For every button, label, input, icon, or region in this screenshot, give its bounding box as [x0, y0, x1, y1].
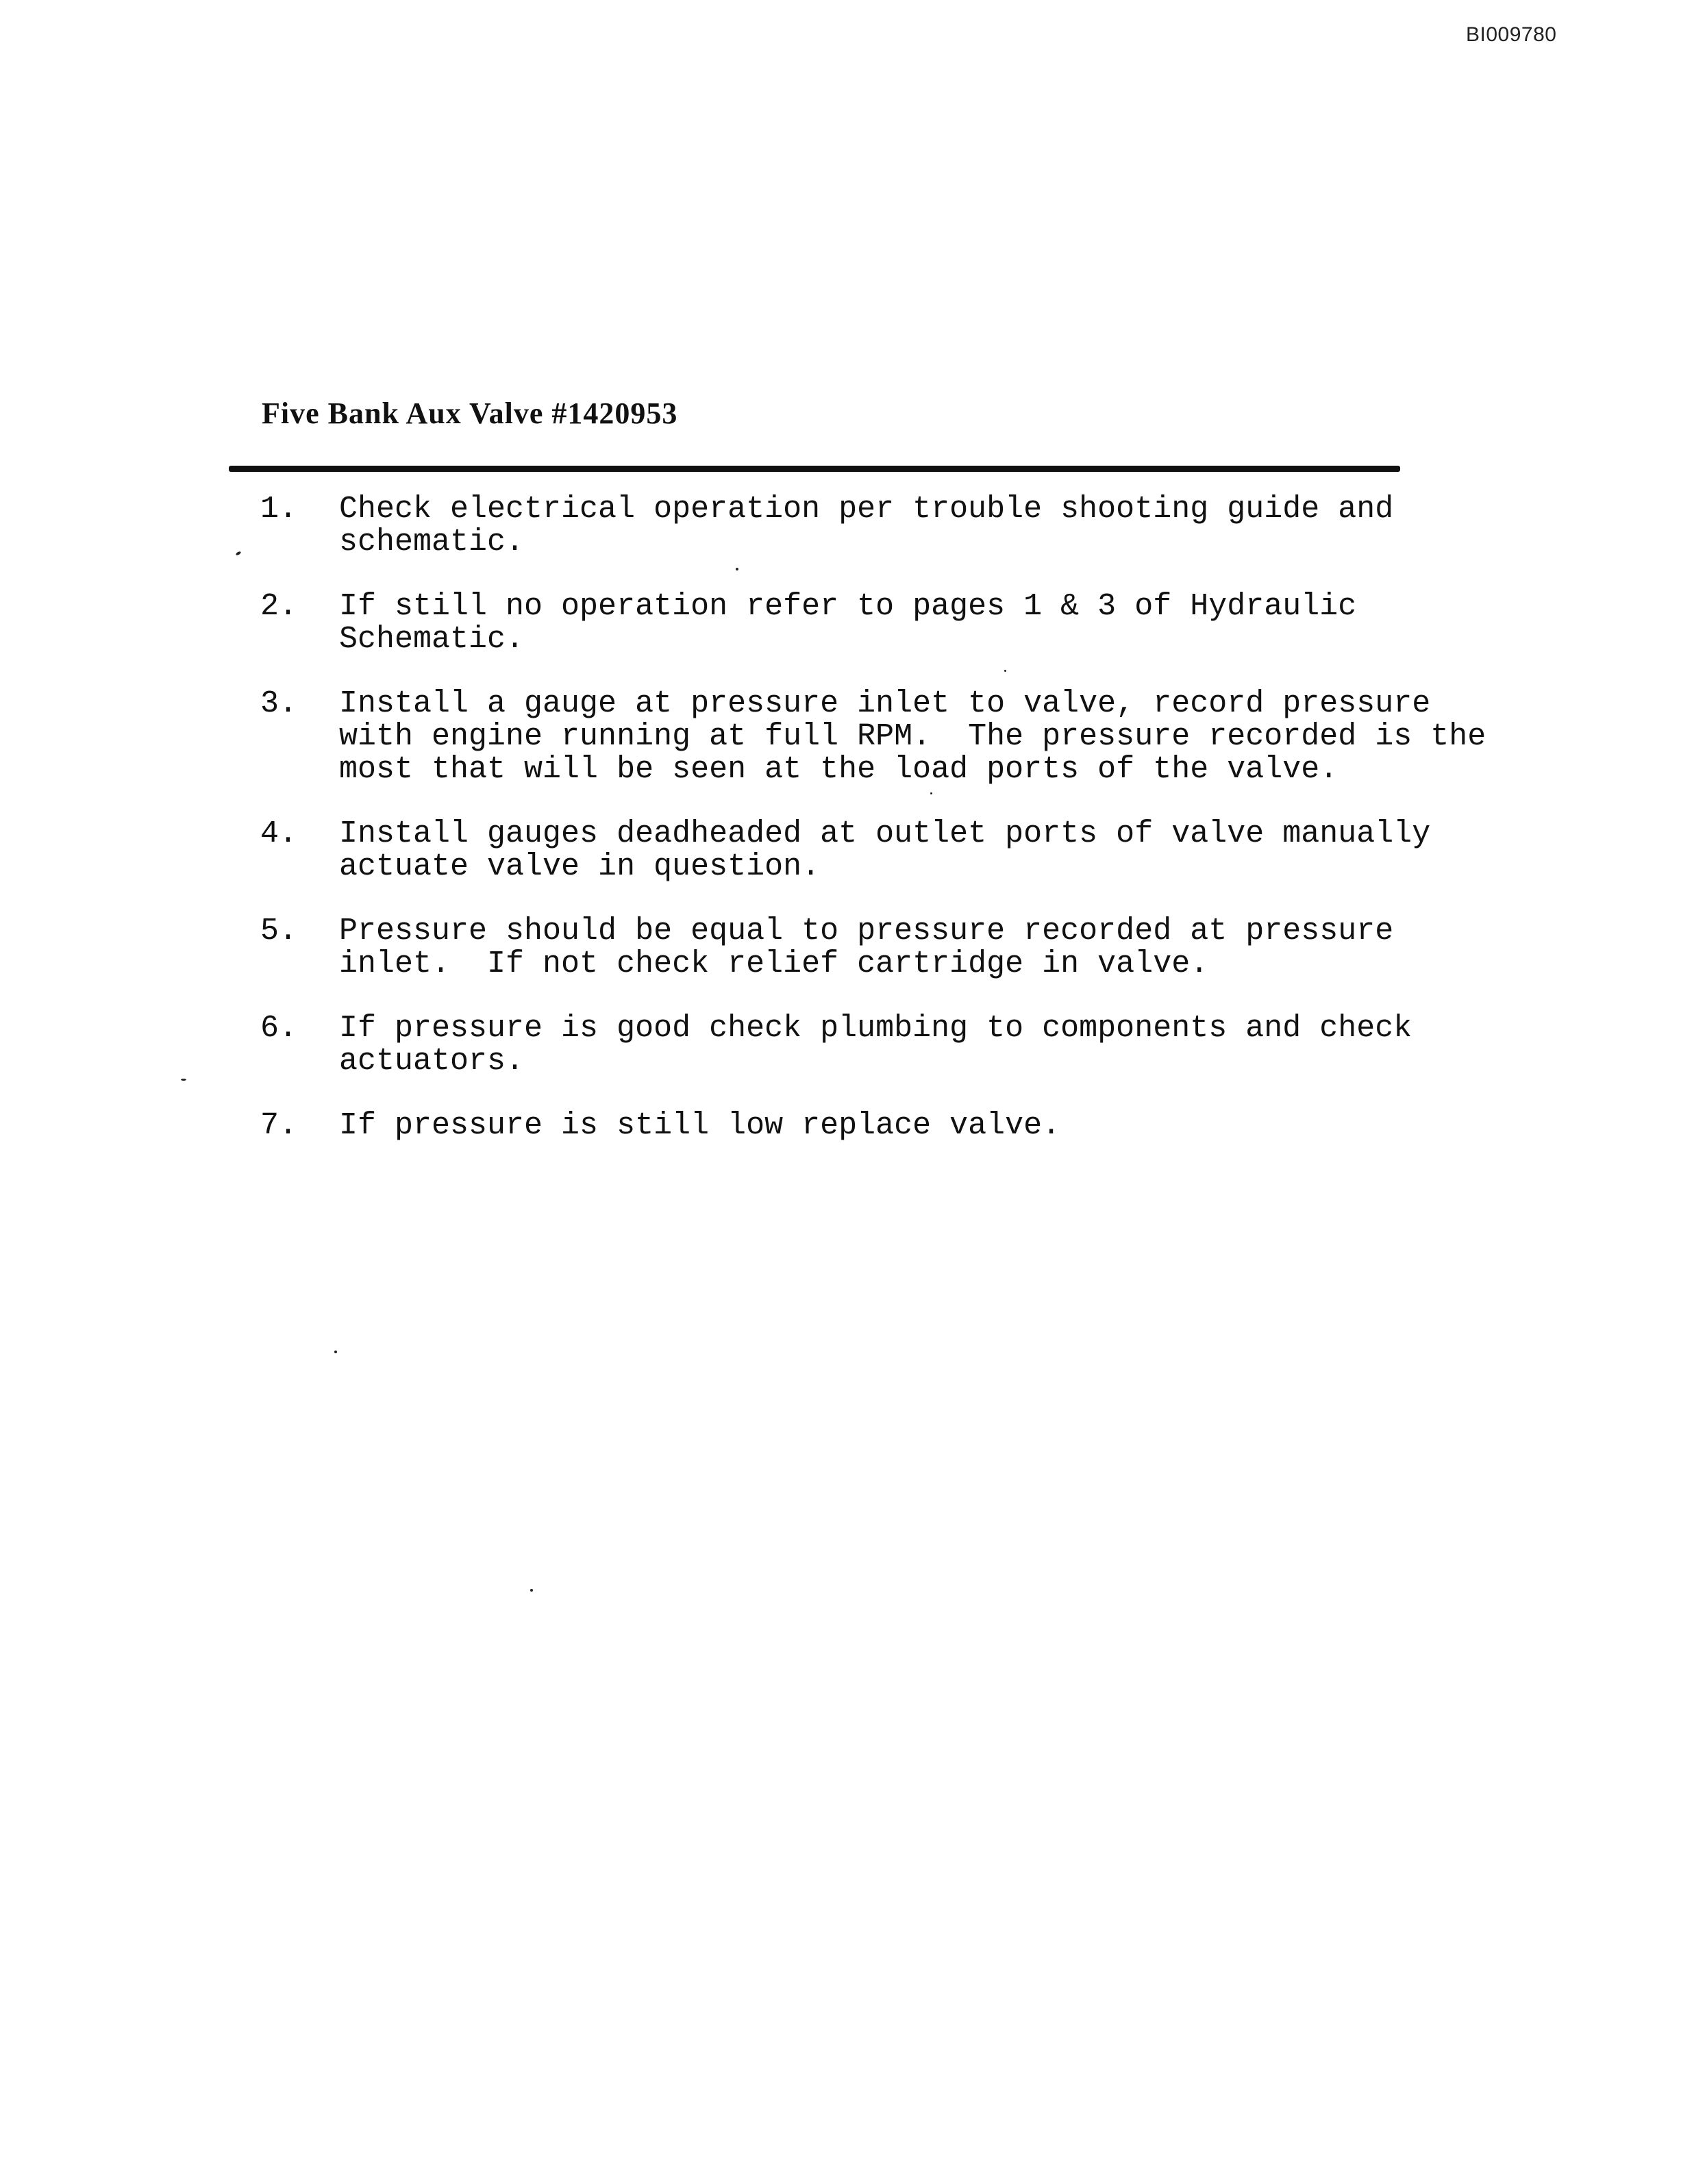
page-title: Five Bank Aux Valve #1420953: [262, 397, 678, 430]
list-item-step-4: [260, 818, 1486, 883]
step-line: inlet. If not check relief cartridge in valve.: [339, 946, 1209, 981]
step-text: [339, 493, 1486, 559]
step-text: [339, 1109, 1486, 1142]
step-text: [339, 915, 1486, 981]
step-number: 1.: [260, 492, 298, 527]
scan-speck: [930, 792, 932, 794]
step-number: 3.: [260, 686, 298, 721]
step-text: [339, 590, 1486, 656]
title-divider: [229, 466, 1400, 472]
step-line: Install gauges deadheaded at outlet ports of valve manually: [339, 816, 1431, 851]
document-id: BI009780: [1466, 23, 1557, 46]
step-number: 4.: [260, 816, 298, 851]
list-item-step-3: [260, 688, 1486, 786]
scan-speck: [736, 568, 738, 570]
step-line: Pressure should be equal to pressure recorded at pressure: [339, 914, 1394, 949]
scan-speck: [1004, 670, 1006, 672]
procedure-steps-list: [260, 493, 1486, 1174]
step-line: Check electrical operation per trouble shooting guide and: [339, 492, 1394, 527]
list-item-step-5: [260, 915, 1486, 981]
step-text: [339, 688, 1486, 786]
step-line: schematic.: [339, 525, 525, 560]
list-item-step-1: [260, 493, 1486, 559]
step-number: 2.: [260, 589, 298, 624]
step-line: Schematic.: [339, 622, 525, 657]
step-line: If still no operation refer to pages 1 & 3 of Hydraulic: [339, 589, 1357, 624]
step-number: 6.: [260, 1011, 298, 1046]
step-line: Install a gauge at pressure inlet to valve, record pressure: [339, 686, 1431, 721]
scan-speck: [236, 551, 242, 555]
list-item-step-2: [260, 590, 1486, 656]
step-line: with engine running at full RPM. The pressure recorded is the: [339, 719, 1486, 754]
list-item-step-6: [260, 1012, 1486, 1078]
step-line: If pressure is still low replace valve.: [339, 1108, 1061, 1143]
scan-speck: [181, 1079, 186, 1081]
scan-speck: [530, 1589, 533, 1592]
step-line: actuators.: [339, 1044, 525, 1079]
step-line: actuate valve in question.: [339, 849, 821, 884]
step-line: If pressure is good check plumbing to components and check: [339, 1011, 1412, 1046]
list-item-step-7: [260, 1109, 1486, 1142]
step-text: [339, 818, 1486, 883]
step-text: [339, 1012, 1486, 1078]
step-line: most that will be seen at the load ports of the valve.: [339, 752, 1338, 787]
step-number: 7.: [260, 1108, 298, 1143]
scan-speck: [334, 1351, 337, 1353]
step-number: 5.: [260, 914, 298, 949]
